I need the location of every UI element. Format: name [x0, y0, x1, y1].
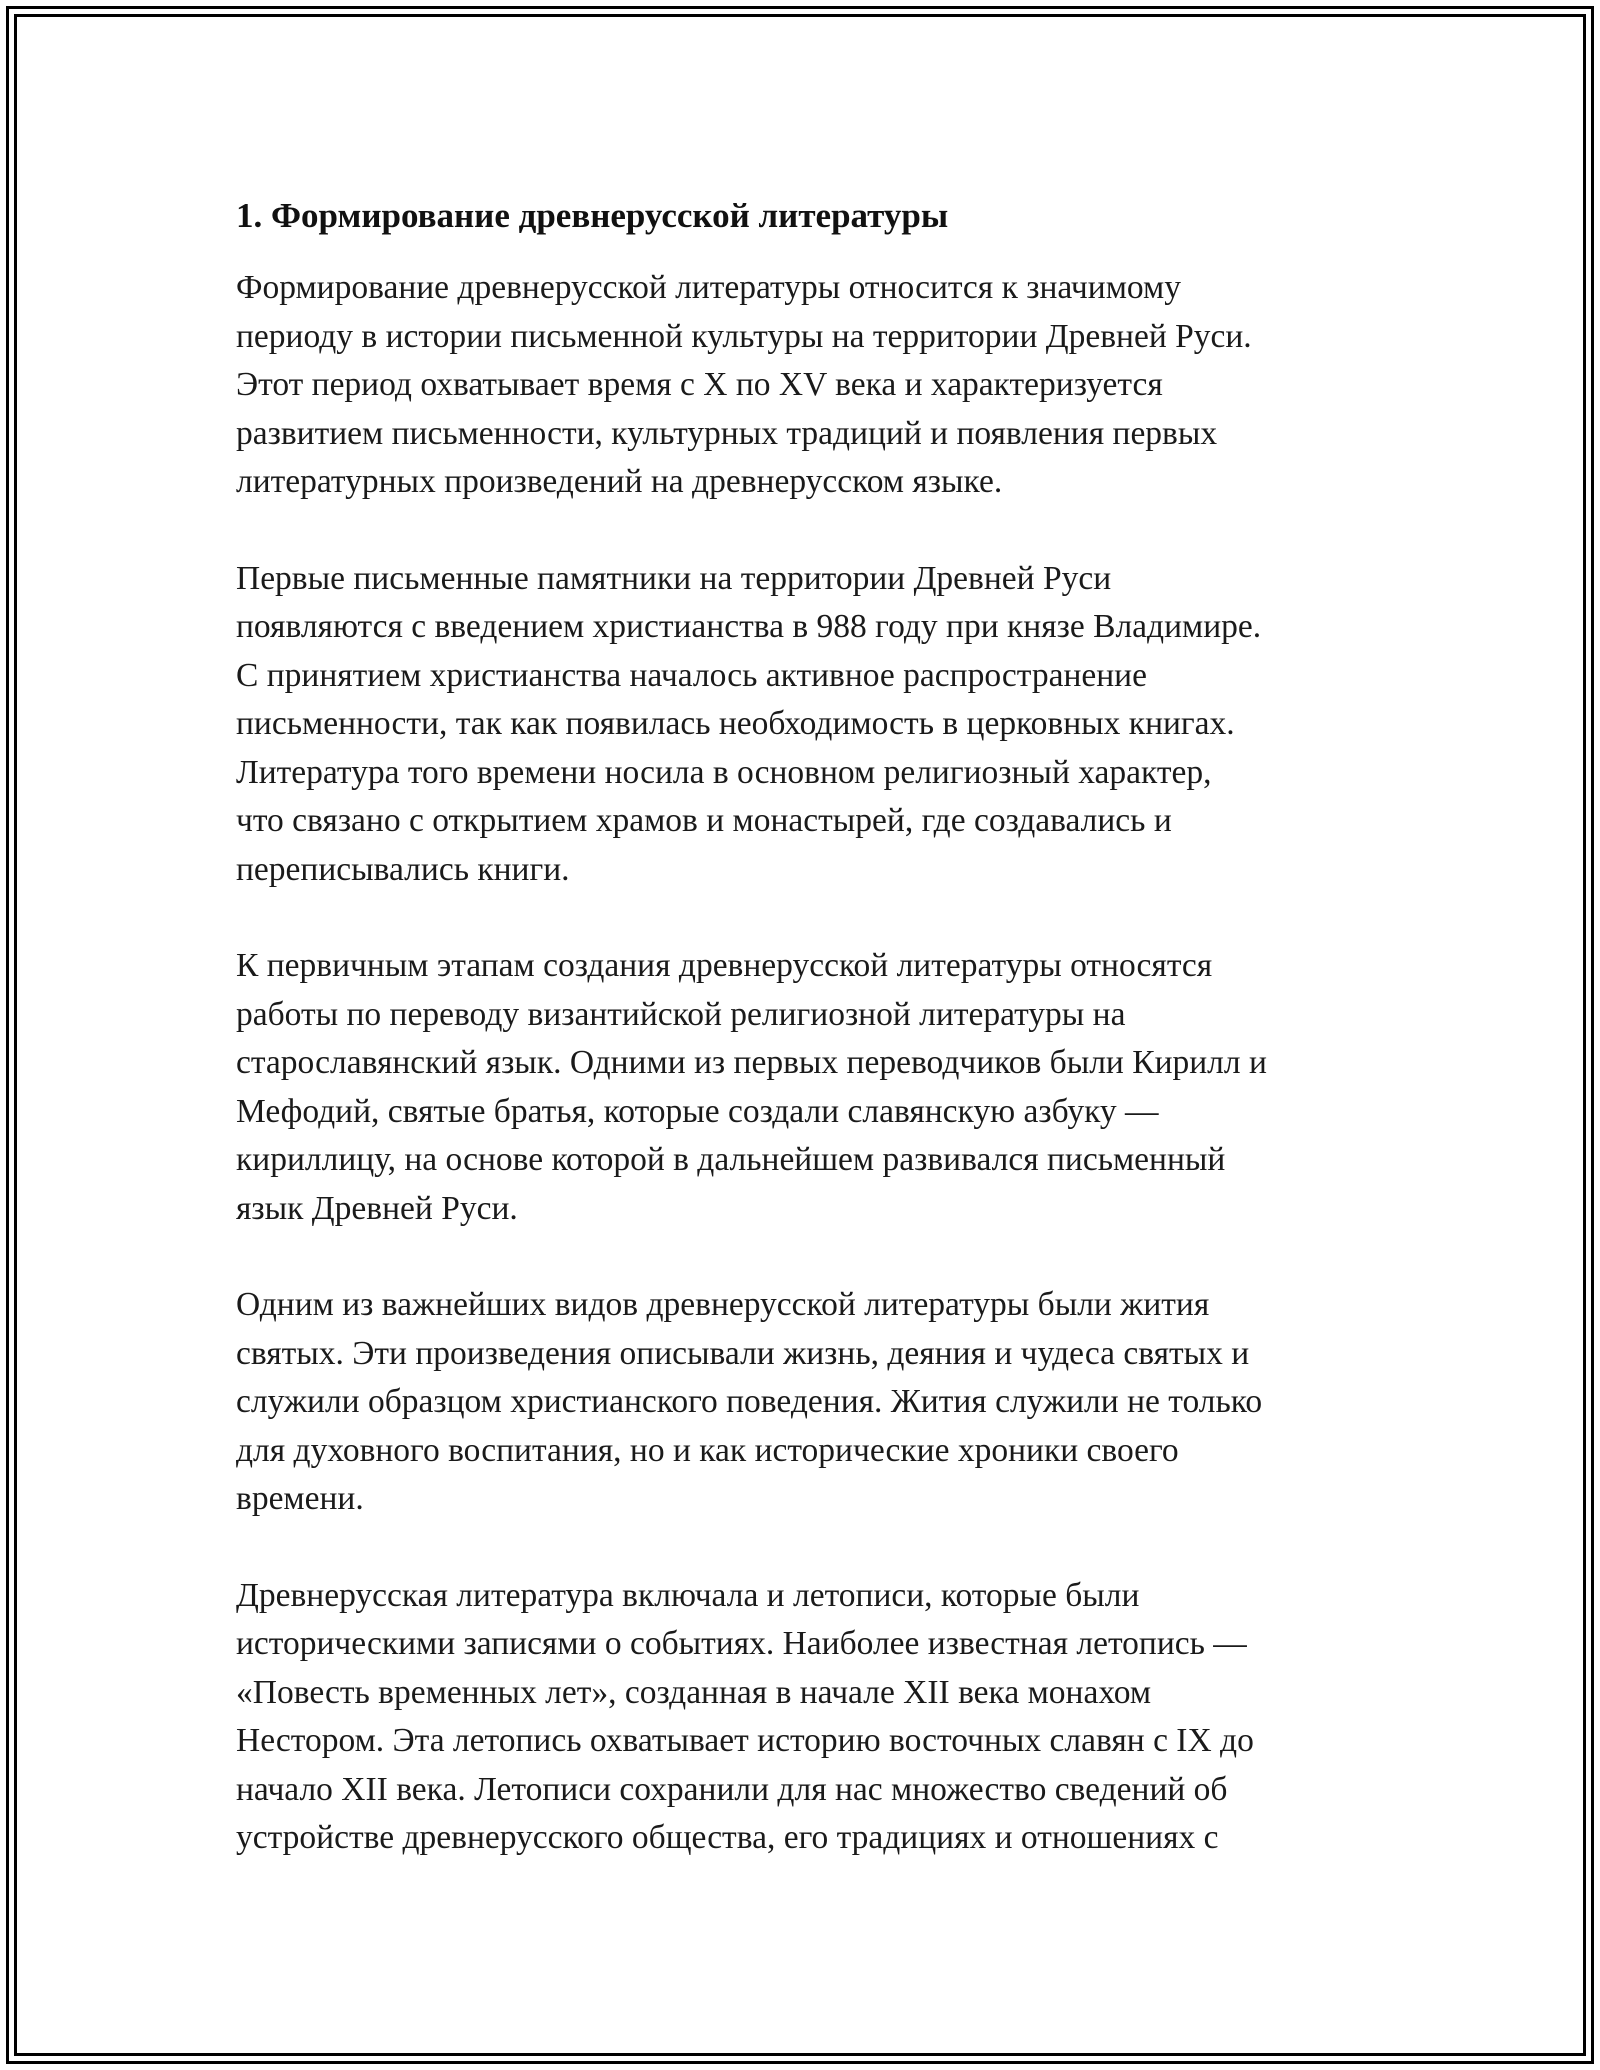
text-line: литературных произведений на древнерусском языке. — [236, 463, 1003, 500]
text-line: Одним из важнейших видов древнерусской литературы были жития — [236, 1286, 1210, 1323]
text-line: начало XII века. Летописи сохранили для нас множество сведений об — [236, 1770, 1228, 1808]
text-line: старославянский язык. Одними из первых переводчиков были Кирилл и — [236, 1044, 1267, 1081]
paragraph-1 — [236, 264, 1386, 507]
text-line: появляются с введением христианства в 988 году при князе Владимире. — [236, 608, 1262, 645]
paragraph-2 — [236, 555, 1386, 895]
text-line: святых. Эти произведения описывали жизнь, деяния и чудеса святых и — [236, 1334, 1250, 1372]
text-line: С принятием христианства началось активное распространение — [236, 656, 1147, 694]
text-line: Мефодий, святые братья, которые создали славянскую азбуку — — [236, 1092, 1159, 1130]
text-line: развитием письменности, культурных традиций и появления первых — [236, 414, 1218, 452]
text-line: Первые письменные памятники на территории Древней Руси — [236, 559, 1112, 597]
text-line: историческими записями о событиях. Наиболее известная летопись — — [236, 1625, 1247, 1662]
text-line: периоду в истории письменной культуры на территории Древней Руси. — [236, 317, 1252, 355]
text-line: письменности, так как появилась необходимость в церковных книгах. — [236, 705, 1235, 742]
text-line: язык Древней Руси. — [236, 1189, 518, 1227]
paragraph-5 — [236, 1572, 1386, 1863]
text-line: «Повесть временных лет», созданная в начале XII века монахом — [236, 1673, 1152, 1711]
text-line: Древнерусская литература включала и летописи, которые были — [236, 1576, 1140, 1614]
text-line: для духовного воспитания, но и как исторические хроники своего — [236, 1431, 1179, 1469]
text-line: работы по переводу византийской религиозной литературы на — [236, 995, 1126, 1033]
paragraph-4 — [236, 1281, 1386, 1524]
text-line: кириллицу, на основе которой в дальнейшем развивался письменный — [236, 1141, 1226, 1178]
text-line: Нестором. Эта летопись охватывает историю восточных славян с IX до — [236, 1722, 1254, 1759]
text-line: Этот период охватывает время с X по XV века и характеризуется — [236, 366, 1163, 403]
text-line: что связано с открытием храмов и монастырей, где создавались и — [236, 802, 1172, 839]
paragraph-3 — [236, 942, 1386, 1233]
section-heading: 1. Формирование древнерусской литературы — [236, 196, 949, 235]
text-line: Формирование древнерусской литературы относится к значимому — [236, 269, 1181, 306]
text-line: К первичным этапам создания древнерусской литературы относятся — [236, 947, 1213, 984]
text-line: переписывались книги. — [236, 850, 570, 888]
document-body — [236, 188, 1386, 1911]
text-line: Литература того времени носила в основном религиозный характер, — [236, 753, 1212, 791]
text-line: времени. — [236, 1480, 364, 1517]
text-line: устройстве древнерусского общества, его традициях и отношениях с — [236, 1819, 1219, 1856]
text-line: служили образцом христианского поведения. Жития служили не только — [236, 1383, 1263, 1420]
